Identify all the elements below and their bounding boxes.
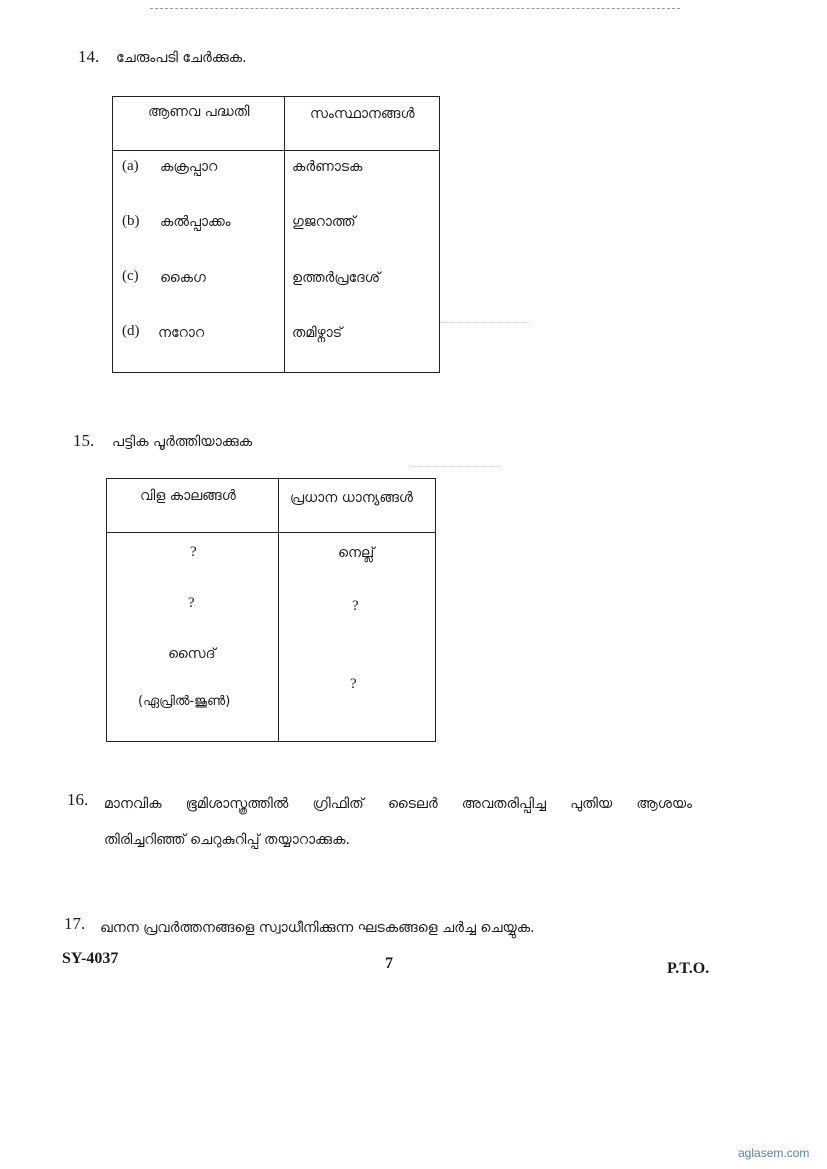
q14-table-header-rule <box>112 150 440 151</box>
q15-right-3: ? <box>350 676 357 692</box>
q15-left-2: ? <box>188 595 195 611</box>
footer-page-number: 7 <box>385 955 393 972</box>
scan-smudge <box>410 466 500 467</box>
q14-instruction: ചേരുംപടി ചേർക്കുക. <box>116 50 247 66</box>
q14-row-a-label: (a) <box>122 158 139 174</box>
q15-table-header-rule <box>106 532 436 533</box>
q14-header-right: സംസ്ഥാനങ്ങൾ <box>310 106 415 122</box>
q14-table-divider <box>284 96 285 373</box>
q15-table-divider <box>278 478 279 742</box>
q14-row-d-label: (d) <box>122 323 140 339</box>
q14-row-d-right: തമിഴ്നാട് <box>292 325 343 341</box>
q15-header-right: പ്രധാന ധാന്യങ്ങൾ <box>290 490 413 506</box>
q15-left-3: സൈദ് <box>168 646 216 662</box>
q14-row-b-left: കൽപ്പാക്കം <box>160 214 231 230</box>
q14-row-b-label: (b) <box>122 213 140 229</box>
q14-row-c-left: കൈഗ <box>160 270 206 286</box>
q16-number: 16. <box>67 790 89 809</box>
q14-header-left: ആണവ പദ്ധതി <box>148 104 250 120</box>
q15-left-4: (ഏപ്രിൽ-ജൂൺ) <box>138 694 231 709</box>
q15-instruction: പട്ടിക പൂർത്തിയാക്കുക <box>112 434 253 450</box>
q17-text: ഖനന പ്രവർത്തനങ്ങളെ സ്വാധീനിക്കുന്ന ഘടകങ്ങളെ ചർച്ച ചെയ്യുക. <box>100 920 535 936</box>
q17-number: 17. <box>64 914 86 933</box>
q14-row-a-right: കർണാടക <box>292 159 363 175</box>
footer-pto: P.T.O. <box>667 960 710 977</box>
q15-number: 15. <box>73 431 95 450</box>
scan-smudge <box>440 322 530 323</box>
q16-line-2: തിരിച്ചറിഞ്ഞ് ചെറുകുറിപ്പ് തയ്യാറാക്കുക. <box>104 832 350 848</box>
q16-line-1: മാനവിക ഭൂമിശാസ്ത്രത്തിൽ ഗ്രിഫിത് ടൈലർ അവതരിപ്പിച്ച പുതിയ ആശയം <box>104 796 692 812</box>
watermark-text: aglasem.com <box>738 1146 810 1160</box>
footer-code: SY-4037 <box>62 950 119 967</box>
top-dashed-line <box>150 8 680 9</box>
q14-row-d-left: നറോറ <box>158 325 205 341</box>
q15-right-1: നെല്ല് <box>338 545 375 561</box>
q14-row-c-label: (c) <box>122 268 139 284</box>
q14-number: 14. <box>78 47 100 66</box>
q14-row-c-right: ഉത്തർപ്രദേശ് <box>292 270 380 286</box>
q15-right-2: ? <box>352 598 359 614</box>
q14-row-a-left: കക്രപ്പാറ <box>160 159 218 175</box>
q15-header-left: വിള കാലങ്ങൾ <box>140 488 236 504</box>
q15-left-1: ? <box>190 544 197 560</box>
q14-row-b-right: ഗുജറാത്ത് <box>292 214 356 230</box>
